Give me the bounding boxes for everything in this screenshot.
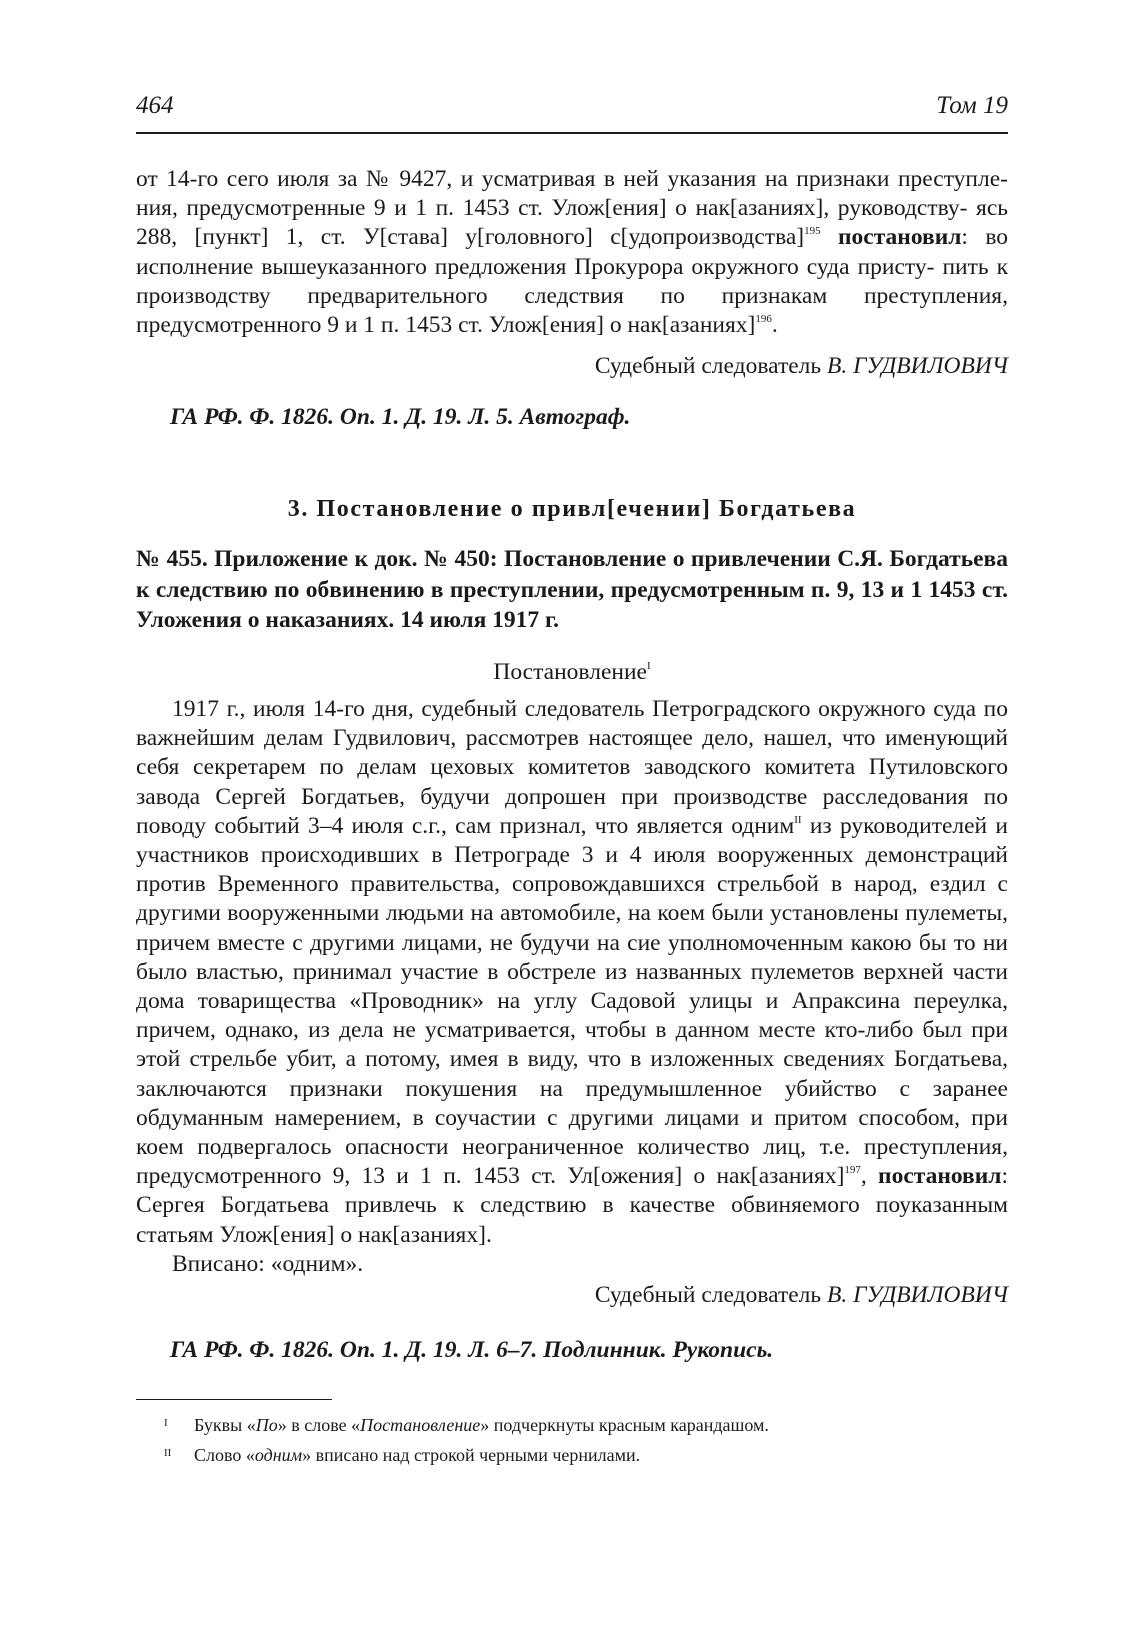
footnote-text: » вписано над строкой черными чернилами.: [302, 1445, 641, 1466]
signature-name: В. ГУДВИЛОВИЧ: [826, 353, 1008, 380]
volume-label: Том 19: [936, 92, 1008, 119]
signature-role: Судебный следователь: [594, 353, 822, 380]
doc1-signature: [136, 352, 1008, 381]
footnote-ref-ii: II: [794, 813, 802, 826]
body-part-3: : Сергея Богдатьева привлечь к следствию в качестве обвиняемого поуказанным статьям Улож[ения] о нак[азаниях].: [136, 1163, 1008, 1248]
doc1-line-3: ясь 288, [пункт] 1, ст. У[става] у[головного] с[удопроизводства]: [136, 195, 1009, 251]
footnote-divider: [136, 1399, 332, 1400]
doc1-line-1: от 14-го сего июля за № 9427, и усматривая в ней указания на признаки преступле-: [136, 166, 1008, 192]
running-header: [136, 92, 1008, 134]
footnote-ref-197: 197: [844, 1164, 861, 1177]
document-title-text: Постановление: [493, 658, 647, 685]
document-455-heading: № 455. Приложение к док. № 450: Постановление о привлечении С.Я. Богдатьева к следствию по обвинению в преступлении, предусмотренным п. 9, 13 и 1 1453 ст. Уложения о наказаниях. 14 июля 1917 г.: [136, 546, 1008, 634]
doc1-line-5: пить к производству предварительного следствия по признакам преступления,: [136, 253, 1009, 309]
signature-role-2: Судебный следователь: [594, 1281, 822, 1308]
footnote-italic: одним: [254, 1445, 303, 1466]
footnote-text: » подчеркнуты красным карандашом.: [480, 1415, 769, 1436]
footnote-mark: II: [164, 1447, 172, 1460]
footnote-text: » в слове «: [277, 1415, 361, 1436]
doc1-line-6: предусмотренного 9 и 1 п. 1453 ст. Улож[ения] о нак[азаниях]: [136, 312, 756, 339]
footnote-ii: [136, 1440, 1008, 1470]
footnote-i: [136, 1410, 1008, 1440]
body-part-2: из руководителей и участников происходивших в Петрограде 3 и 4 июля вооруженных демонстраций против Временного правительства, сопровождавшихся стрельбой в народ, ездил с другими вооруженными людьми на автомобиле, на коем были установлены пулеметы, причем вместе с другими лицами, не будучи на сие уполномоченным какою бы то ни было властью, принимал участие в обстреле из названных пулеметов верхней части дома товарищества «Проводник» на углу Садовой улицы и Апраксина переулка, причем, однако, из дела не усматривается, чтобы в данном месте кто-либо был при этой стрельбе убит, а потому, имея в виду, что в изложенных сведениях Богдатьева, заключаются признаки покушения на предумышленное убийство с заранее обдуманным намерением, в соучастии с другими лицами и притом способом, при коем подвергалось опасности неограниченное количество лиц, т.е. преступления, предусмотренного 9, 13 и 1 п. 1453 ст. Ул[ожения] о нак[азаниях]: [136, 812, 1008, 1190]
document-455-body: [136, 695, 1008, 1250]
signature-name-2: В. ГУДВИЛОВИЧ: [826, 1281, 1008, 1308]
footnote-italic: По: [255, 1415, 278, 1436]
section-title: 3. Постановление о привл[ечении] Богдатьева: [287, 496, 857, 523]
doc455-archive-reference: ГА РФ. Ф. 1826. Оп. 1. Д. 19. Л. 6–7. Подлинник. Рукопись.: [170, 1337, 774, 1364]
doc1-line-4: исполнение вышеуказанного предложения Прокурора окружного суда присту-: [136, 253, 935, 280]
footnote-ref-i: I: [646, 659, 651, 672]
doc1-end-period: .: [771, 312, 778, 339]
doc1-line-3-end: : во: [961, 224, 1009, 251]
footnote-mark: I: [164, 1417, 168, 1430]
ruling-word: постановил: [838, 224, 962, 251]
inserted-word-note: Вписано: «одним».: [172, 1250, 364, 1277]
page-content: [136, 165, 1008, 1470]
footnotes: [136, 1410, 1008, 1470]
doc1-archive-reference: ГА РФ. Ф. 1826. Оп. 1. Д. 19. Л. 5. Автограф.: [170, 404, 631, 431]
doc1-line-2: ния, предусмотренные 9 и 1 п. 1453 ст. Улож[ения] о нак[азаниях], руководству-: [136, 195, 968, 222]
body-separator: ,: [860, 1163, 879, 1190]
document-title: [136, 658, 1008, 687]
footnote-text: Буквы «: [194, 1415, 256, 1436]
ruling-word-2: постановил: [878, 1163, 1002, 1190]
footnote-ref-195: 195: [804, 225, 821, 238]
footnote-text: Слово «: [194, 1445, 255, 1466]
doc455-signature: [136, 1281, 1008, 1310]
body-part-1: 1917 г., июля 14-го дня, судебный следователь Петроградского окружного суда по важнейшим делам Гудвилович, рассмотрев настоящее дело, нашел, что именующий себя секретарем по делам цеховых комитетов заводского комитета Путиловского завода Сергей Богдатьев, будучи допрошен при производстве расследования по поводу событий 3–4 июля с.г., сам признал, что является одним: [136, 695, 1008, 839]
doc1-continuation-paragraph: [136, 165, 1008, 340]
footnote-ref-196: 196: [755, 313, 772, 326]
footnote-italic: Постановление: [360, 1415, 481, 1436]
page-number: 464: [136, 92, 174, 119]
